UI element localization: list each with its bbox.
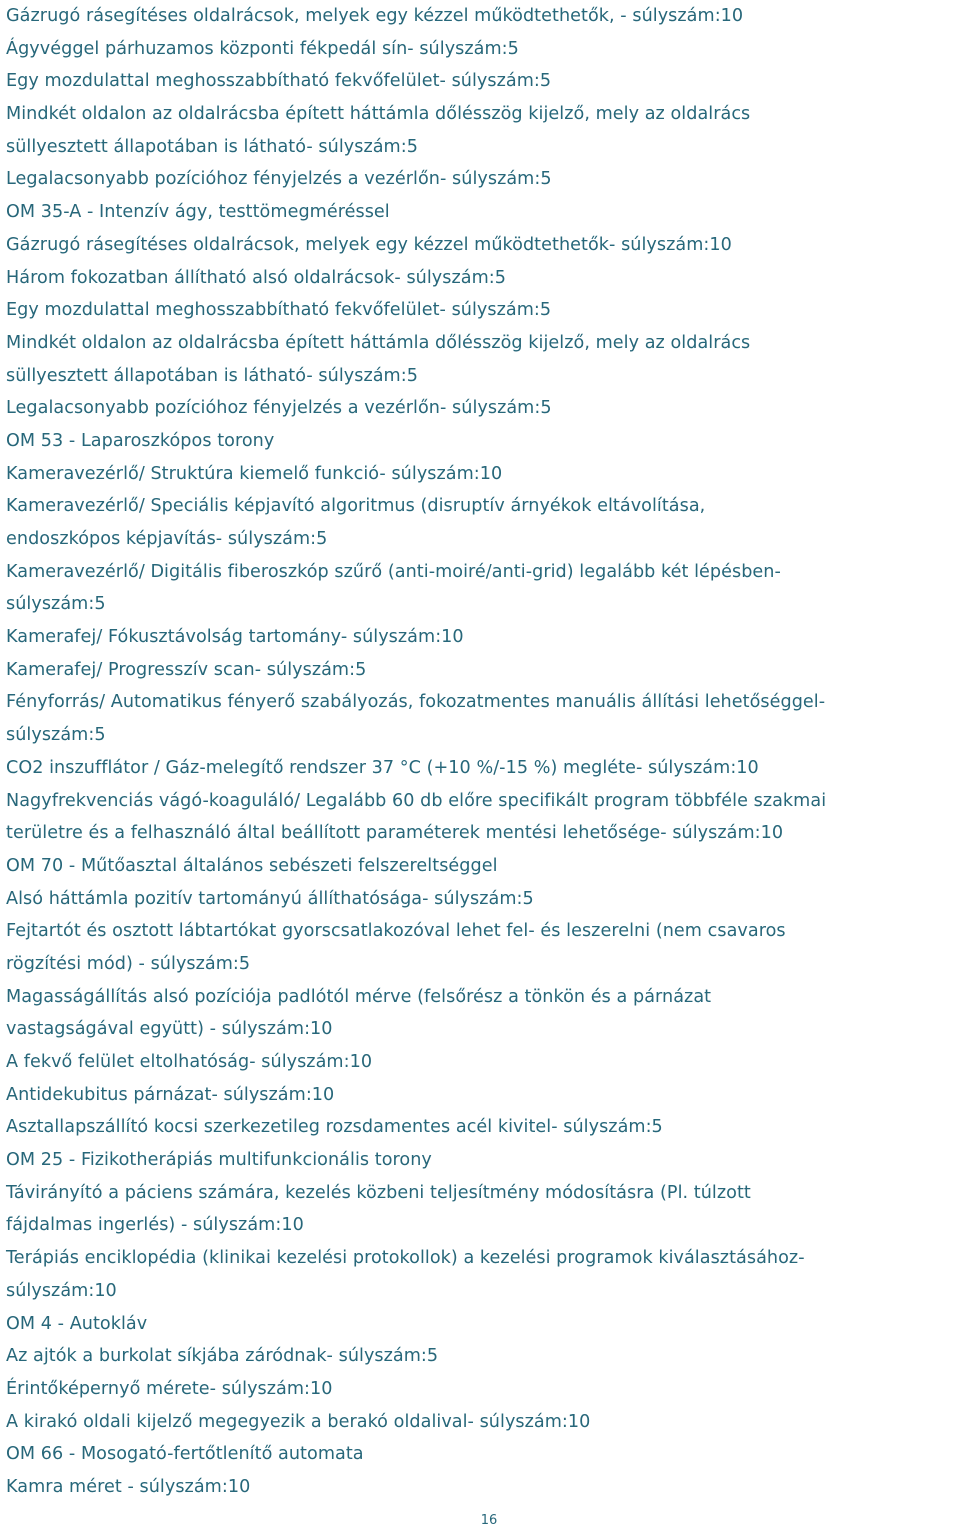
- text-line: Kameravezérlő/ Digitális fiberoszkóp szűrő (anti-moiré/anti-grid) legalább két lépésben-: [6, 561, 781, 582]
- text-line: Legalacsonyabb pozícióhoz fényjelzés a vezérlőn- súlyszám:5: [6, 398, 552, 419]
- text-line: vastagságával együtt) - súlyszám:10: [6, 1019, 333, 1040]
- text-line: OM 53 - Laparoszkópos torony: [6, 430, 275, 451]
- text-line: Kamra méret - súlyszám:10: [6, 1476, 251, 1497]
- text-line: területre és a felhasználó által beállított paraméterek mentési lehetősége- súlyszám:10: [6, 823, 784, 844]
- text-line: Három fokozatban állítható alsó oldalrácsok- súlyszám:5: [6, 267, 507, 288]
- text-line: Nagyfrekvenciás vágó-koaguláló/ Legalább 60 db előre specifikált program többféle szakmai: [6, 790, 827, 811]
- text-line: süllyesztett állapotában is látható- súlyszám:5: [6, 365, 418, 386]
- text-line: Mindkét oldalon az oldalrácsba épített háttámla dőlésszög kijelző, mely az oldalrács: [6, 104, 751, 125]
- text-line: Asztallapszállító kocsi szerkezetileg rozsdamentes acél kivitel- súlyszám:5: [6, 1117, 663, 1138]
- text-line: súlyszám:5: [6, 725, 106, 746]
- text-line: OM 70 - Műtőasztal általános sebészeti felszereltséggel: [6, 855, 498, 876]
- text-line: Érintőképernyő mérete- súlyszám:10: [6, 1378, 333, 1399]
- text-line: Mindkét oldalon az oldalrácsba épített háttámla dőlésszög kijelző, mely az oldalrács: [6, 332, 751, 353]
- text-line: süllyesztett állapotában is látható- súlyszám:5: [6, 136, 418, 157]
- text-line: OM 35-A - Intenzív ágy, testtömegméréssel: [6, 202, 390, 223]
- text-line: Egy mozdulattal meghosszabbítható fekvőfelület- súlyszám:5: [6, 71, 552, 92]
- text-line: Gázrugó rásegítéses oldalrácsok, melyek egy kézzel működtethetők- súlyszám:10: [6, 234, 732, 255]
- text-line: Kameravezérlő/ Struktúra kiemelő funkció- súlyszám:10: [6, 463, 503, 484]
- text-line: Ágyvéggel párhuzamos központi fékpedál sín- súlyszám:5: [6, 38, 519, 59]
- text-line: rögzítési mód) - súlyszám:5: [6, 953, 251, 974]
- text-line: Fényforrás/ Automatikus fényerő szabályozás, fokozatmentes manuális állítási lehetőséggel-: [6, 692, 826, 713]
- text-line: A fekvő felület eltolhatóság- súlyszám:10: [6, 1052, 373, 1072]
- text-line: Fejtartót és osztott lábtartókat gyorscsatlakozóval lehet fel- és leszerelni (nem csavaros: [6, 921, 786, 942]
- text-line: endoszkópos képjavítás- súlyszám:5: [6, 529, 328, 549]
- text-line: Kamerafej/ Fókusztávolság tartomány- súlyszám:10: [6, 627, 464, 648]
- text-line: súlyszám:5: [6, 594, 106, 615]
- text-line: OM 66 - Mosogató-fertőtlenítő automata: [6, 1444, 364, 1465]
- document-body: [6, 0, 956, 1504]
- text-line: fájdalmas ingerlés) - súlyszám:10: [6, 1215, 304, 1236]
- text-line: Az ajtók a burkolat síkjába záródnak- súlyszám:5: [6, 1346, 439, 1367]
- page-number: 16: [480, 1513, 498, 1528]
- text-line: Magasságállítás alsó pozíciója padlótól mérve (felsőrész a tönkön és a párnázat: [6, 986, 712, 1007]
- text-line: Gázrugó rásegítéses oldalrácsok, melyek egy kézzel működtethetők, - súlyszám:10: [6, 6, 744, 26]
- text-line: Kamerafej/ Progresszív scan- súlyszám:5: [6, 659, 367, 680]
- text-line: Terápiás enciklopédia (klinikai kezelési protokollok) a kezelési programok kiválasztásához-: [6, 1248, 805, 1269]
- text-line: Antidekubitus párnázat- súlyszám:10: [6, 1084, 335, 1105]
- text-line: Kameravezérlő/ Speciális képjavító algoritmus (disruptív árnyékok eltávolítása,: [6, 496, 706, 517]
- text-line: A kirakó oldali kijelző megegyezik a berakó oldalival- súlyszám:10: [6, 1411, 591, 1432]
- text-line: CO2 inszufflátor / Gáz-melegítő rendszer 37 °C (+10 %/-15 %) megléte- súlyszám:10: [6, 757, 759, 778]
- text-line: Legalacsonyabb pozícióhoz fényjelzés a vezérlőn- súlyszám:5: [6, 169, 552, 190]
- text-line: Távirányító a páciens számára, kezelés közbeni teljesítmény módosításra (Pl. túlzott: [6, 1182, 751, 1203]
- text-line: Egy mozdulattal meghosszabbítható fekvőfelület- súlyszám:5: [6, 300, 552, 321]
- text-line: súlyszám:10: [6, 1280, 117, 1301]
- text-line: Alsó háttámla pozitív tartományú állíthatósága- súlyszám:5: [6, 888, 534, 909]
- text-line: OM 25 - Fizikotherápiás multifunkcionális torony: [6, 1150, 432, 1171]
- text-line: OM 4 - Autokláv: [6, 1313, 148, 1334]
